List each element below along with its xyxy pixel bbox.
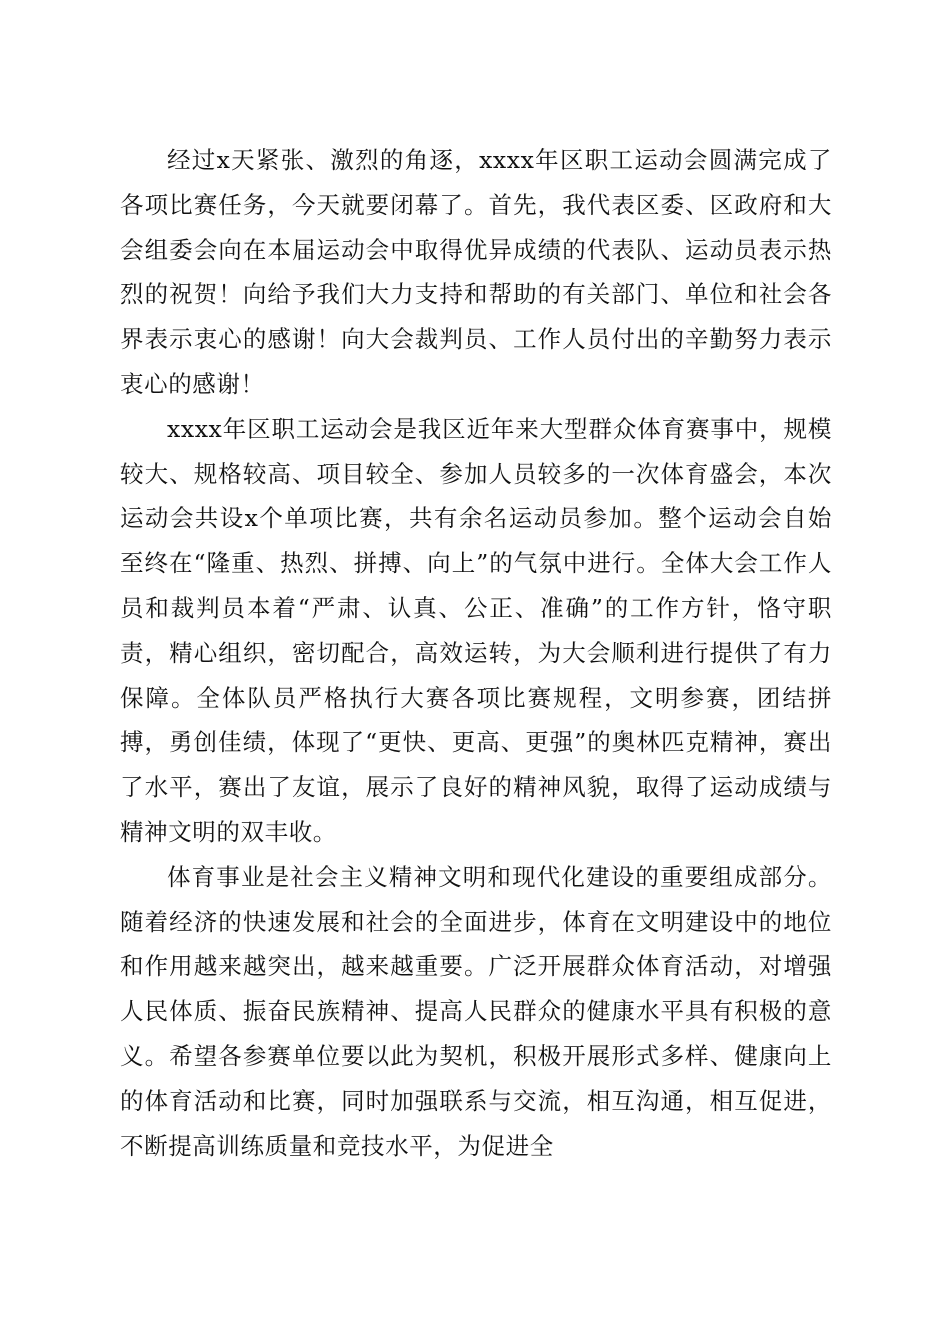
document-body bbox=[120, 138, 832, 1168]
paragraph-2: xxxx年区职工运动会是我区近年来大型群众体育赛事中，规模较大、规格较高、项目较全、参加人员较多的一次体育盛会，本次运动会共设x个单项比赛，共有余名运动员参加。整个运动会自始至终在“隆重、热烈、拼搏、向上”的气氛中进行。全体大会工作人员和裁判员本着“严肃、认真、公正、准确”的工作方针，恪守职责，精心组织，密切配合，高效运转，为大会顺利进行提供了有力保障。全体队员严格执行大赛各项比赛规程，文明参赛，团结拼搏，勇创佳绩，体现了“更快、更高、更强”的奥林匹克精神，赛出了水平，赛出了友谊，展示了良好的精神风貌，取得了运动成绩与精神文明的双丰收。 bbox=[120, 414, 832, 846]
paragraph-1: 经过x天紧张、激烈的角逐，xxxx年区职工运动会圆满完成了各项比赛任务，今天就要闭幕了。首先，我代表区委、区政府和大会组委会向在本届运动会中取得优异成绩的代表队、运动员表示热烈的祝贺！向给予我们大力支持和帮助的有关部门、单位和社会各界表示衷心的感谢！向大会裁判员、工作人员付出的辛勤努力表示衷心的感谢！ bbox=[120, 146, 832, 398]
paragraph-3: 体育事业是社会主义精神文明和现代化建设的重要组成部分。随着经济的快速发展和社会的全面进步，体育在文明建设中的地位和作用越来越突出，越来越重要。广泛开展群众体育活动，对增强人民体质、振奋民族精神、提高人民群众的健康水平具有积极的意义。希望各参赛单位要以此为契机，积极开展形式多样、健康向上的体育活动和比赛，同时加强联系与交流，相互沟通，相互促进，不断提高训练质量和竞技水平，为促进全 bbox=[120, 862, 832, 1160]
